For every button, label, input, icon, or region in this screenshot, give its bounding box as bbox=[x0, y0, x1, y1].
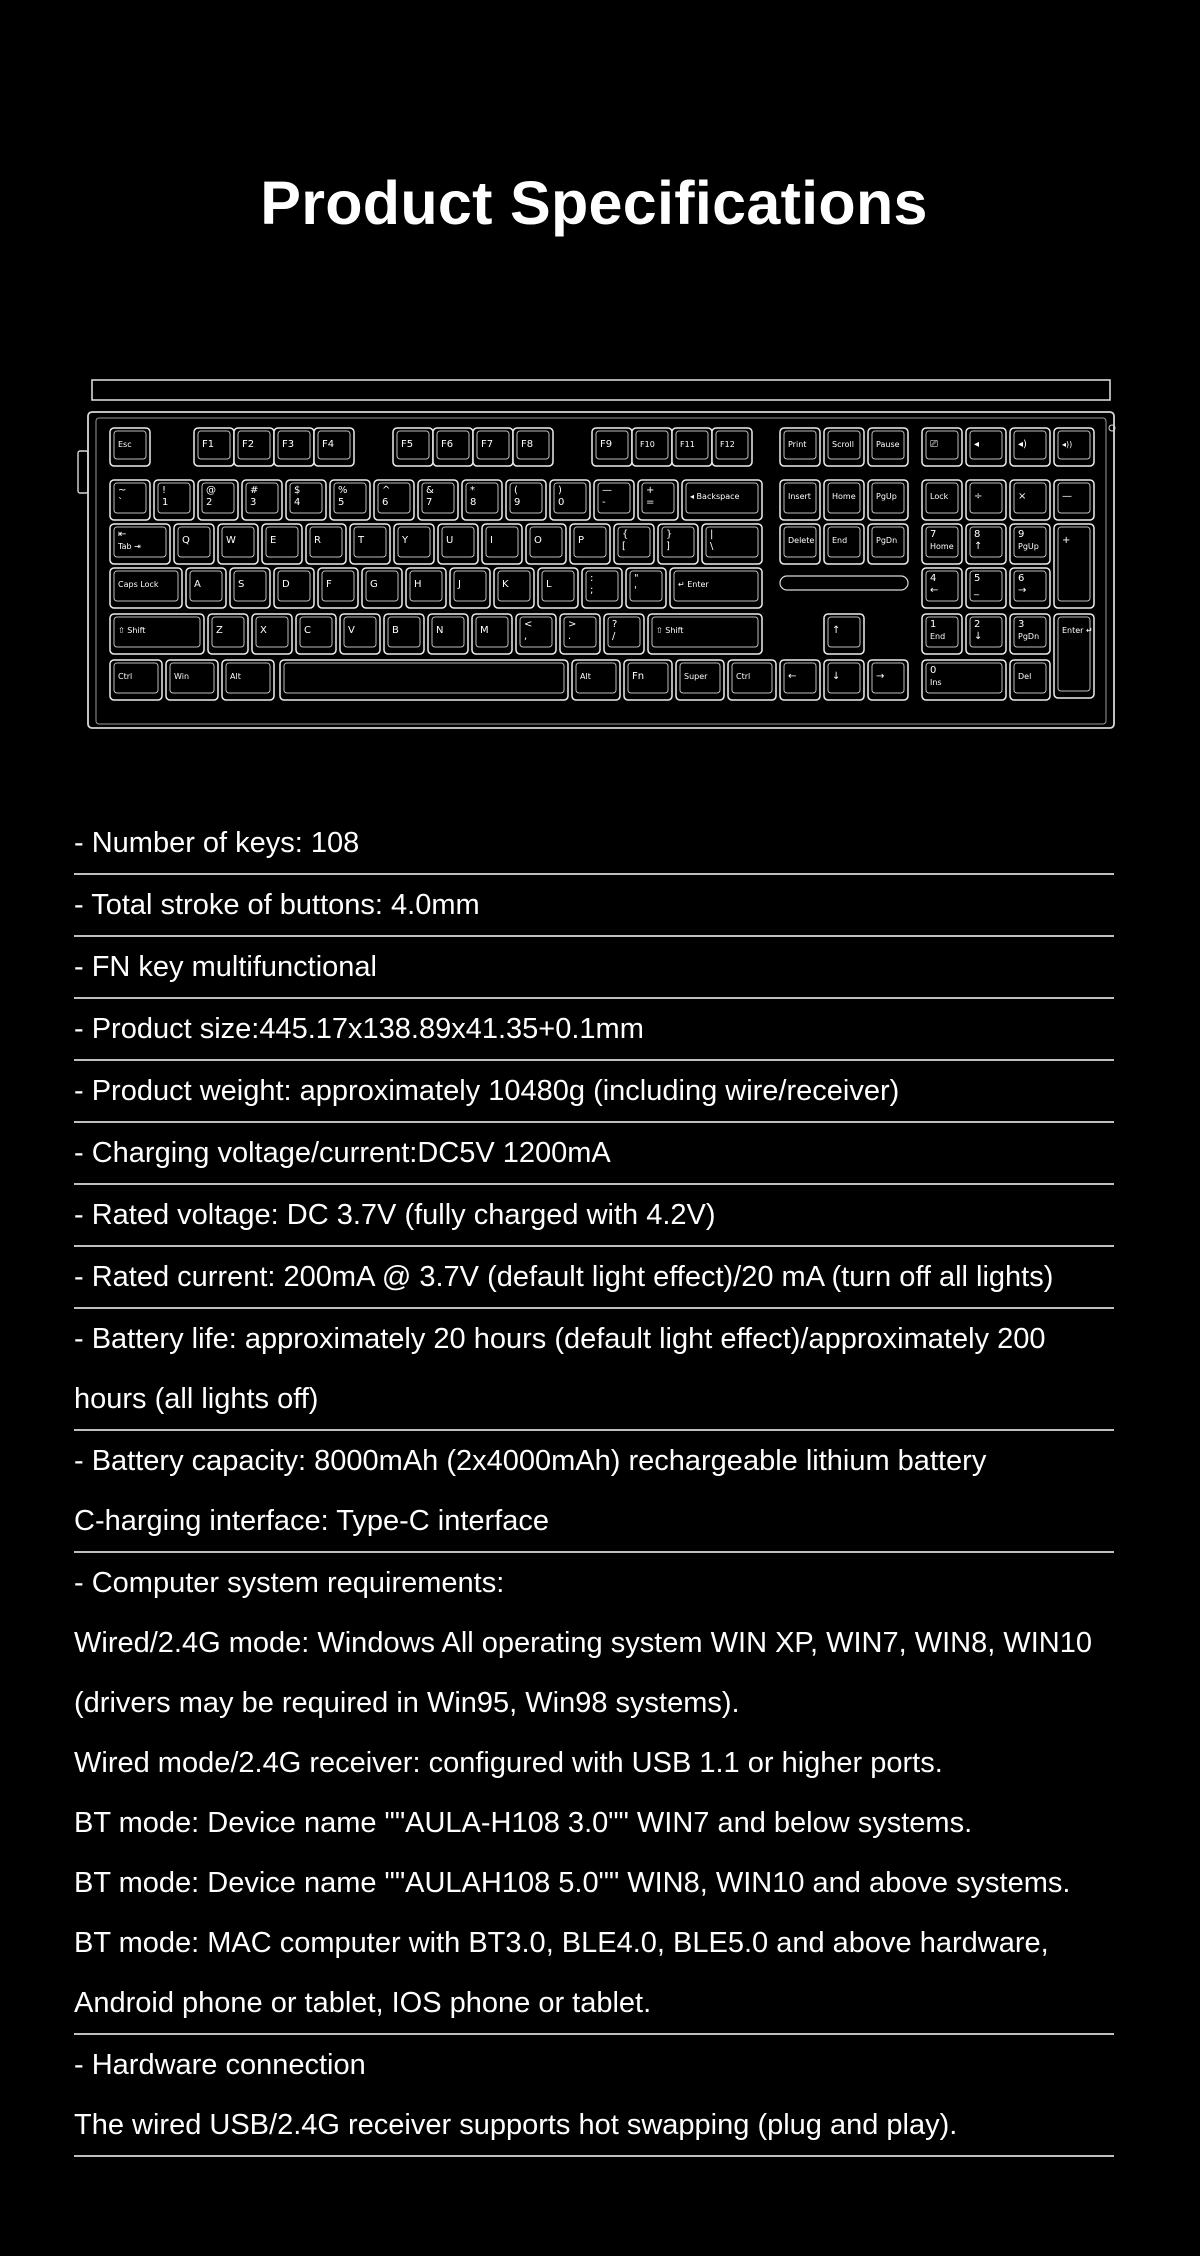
side-switch bbox=[78, 451, 88, 493]
spec-item bbox=[74, 999, 1114, 1061]
key-label: — bbox=[1062, 491, 1072, 502]
keyboard-key bbox=[318, 568, 358, 608]
keyboard-key bbox=[1010, 428, 1050, 466]
spec-line: BT mode: Device name ""AULA-H108 3.0"" WIN7 and below systems. bbox=[74, 1807, 973, 1839]
spec-item bbox=[74, 1309, 1114, 1431]
keyboard-key bbox=[648, 614, 762, 654]
keyboard-key bbox=[868, 428, 908, 466]
keyboard-key bbox=[966, 568, 1006, 608]
key-label: ◂)) bbox=[1062, 440, 1073, 449]
key-label: Delete bbox=[788, 536, 815, 545]
spec-line: - Product weight: approximately 10480g (including wire/receiver) bbox=[74, 1075, 900, 1107]
key-label: Alt bbox=[580, 672, 591, 681]
key-label: X bbox=[260, 625, 267, 636]
keyboard-key bbox=[624, 660, 672, 700]
keyboard-key bbox=[330, 480, 370, 520]
keyboard-key bbox=[626, 568, 666, 608]
key-label: 2 bbox=[974, 619, 981, 630]
keyboard-key bbox=[824, 614, 864, 654]
keyboard-key bbox=[922, 614, 962, 654]
key-label: Win bbox=[174, 672, 190, 681]
key-label: Super bbox=[684, 672, 708, 681]
spec-line: - Number of keys: 108 bbox=[74, 827, 360, 859]
keyboard-key bbox=[1054, 480, 1094, 520]
keyboard-key bbox=[670, 568, 762, 608]
keyboard-key bbox=[394, 524, 434, 564]
key-label: ◂ Backspace bbox=[690, 492, 740, 501]
key-label: + bbox=[1062, 535, 1071, 546]
keyboard-key bbox=[594, 480, 634, 520]
key-label: F6 bbox=[441, 439, 454, 450]
keyboard-icon bbox=[74, 378, 1126, 732]
key-label: W bbox=[226, 535, 236, 546]
keyboard-key bbox=[658, 524, 698, 564]
page-title: Product Specifications bbox=[260, 168, 928, 237]
keyboard-key bbox=[242, 480, 282, 520]
key-label: ' bbox=[634, 585, 637, 596]
key-label: M bbox=[480, 625, 489, 636]
key-label: Home bbox=[930, 542, 954, 551]
key-label: Lock bbox=[930, 492, 949, 501]
key-label: 1 bbox=[930, 619, 937, 630]
spec-item bbox=[74, 1185, 1114, 1247]
key-label: & bbox=[426, 485, 434, 496]
spec-item bbox=[74, 2035, 1114, 2157]
spec-line: (drivers may be required in Win95, Win98 systems). bbox=[74, 1687, 740, 1719]
key-label: L bbox=[546, 579, 552, 590]
keyboard-key bbox=[428, 614, 468, 654]
key-label: Print bbox=[788, 440, 807, 449]
keyboard-key bbox=[218, 524, 258, 564]
key-label: ; bbox=[590, 585, 594, 596]
keyboard-key bbox=[604, 614, 644, 654]
key-label: 4 bbox=[930, 573, 937, 584]
key-label: , bbox=[524, 631, 528, 642]
keyboard-key bbox=[314, 428, 354, 466]
key-label: → bbox=[1018, 585, 1027, 596]
keyboard-key bbox=[1010, 524, 1050, 564]
spec-item bbox=[74, 813, 1114, 875]
key-label: H bbox=[414, 579, 422, 590]
keyboard-key bbox=[252, 614, 292, 654]
key-label: = bbox=[646, 497, 655, 508]
key-label: ~ bbox=[118, 485, 127, 496]
logo-plate bbox=[780, 576, 908, 590]
key-label: O bbox=[534, 535, 542, 546]
spec-item bbox=[74, 937, 1114, 999]
spec-line: - Battery capacity: 8000mAh (2x4000mAh) rechargeable lithium battery bbox=[74, 1445, 987, 1477]
keyboard-key bbox=[110, 428, 150, 466]
key-label: Ctrl bbox=[736, 672, 751, 681]
spec-line: Wired mode/2.4G receiver: configured with USB 1.1 or higher ports. bbox=[74, 1747, 943, 1779]
key-label: % bbox=[338, 485, 348, 496]
key-label: Insert bbox=[788, 492, 811, 501]
keyboard-key bbox=[1054, 524, 1094, 608]
key-label: : bbox=[590, 573, 594, 584]
keyboard-key bbox=[922, 660, 1006, 700]
key-label: Ctrl bbox=[118, 672, 133, 681]
key-label: Del bbox=[1018, 672, 1032, 681]
spec-item bbox=[74, 1061, 1114, 1123]
key-label: ◂ bbox=[974, 439, 980, 450]
key-label: ` bbox=[118, 497, 123, 508]
keyboard-key bbox=[824, 660, 864, 700]
spec-item bbox=[74, 1247, 1114, 1309]
keyboard-key bbox=[186, 568, 226, 608]
key-label: Q bbox=[182, 535, 190, 546]
keyboard-key bbox=[296, 614, 336, 654]
key-label: ↑ bbox=[974, 541, 983, 552]
keyboard-key bbox=[306, 524, 346, 564]
key-label: Fn bbox=[632, 671, 645, 682]
keyboard-key bbox=[638, 480, 678, 520]
key-label: Z bbox=[216, 625, 223, 636]
key-label: G bbox=[370, 579, 378, 590]
keyboard-key bbox=[582, 568, 622, 608]
keyboard-key bbox=[274, 428, 314, 466]
key-label: _ bbox=[974, 585, 979, 596]
key-label: E bbox=[270, 535, 277, 546]
key-label: Enter ↵ bbox=[1062, 626, 1093, 635]
key-label: × bbox=[1018, 491, 1027, 502]
keyboard-key bbox=[450, 568, 490, 608]
keyboard-key bbox=[824, 480, 864, 520]
keyboard-key bbox=[472, 614, 512, 654]
keyboard-key bbox=[506, 480, 546, 520]
keyboard-key bbox=[614, 524, 654, 564]
key-label: End bbox=[832, 536, 848, 545]
key-label: Y bbox=[402, 535, 409, 546]
key-label: End bbox=[930, 632, 946, 641]
keyboard-key bbox=[560, 614, 600, 654]
key-label: ← bbox=[788, 671, 797, 682]
key-label: 6 bbox=[1018, 573, 1025, 584]
keyboard-key bbox=[418, 480, 458, 520]
keyboard-key bbox=[274, 568, 314, 608]
keyboard-key bbox=[166, 660, 218, 700]
key-label: 0 bbox=[930, 665, 937, 676]
key-label: F2 bbox=[242, 439, 255, 450]
keyboard-key bbox=[1010, 480, 1050, 520]
key-label: F bbox=[326, 579, 332, 590]
key-label: ^ bbox=[382, 485, 391, 496]
key-label: ◂) bbox=[1018, 439, 1027, 450]
key-label: / bbox=[612, 631, 616, 642]
key-label: ! bbox=[162, 485, 167, 496]
keyboard-key bbox=[868, 660, 908, 700]
keyboard-key bbox=[110, 614, 204, 654]
keyboard-key bbox=[1010, 568, 1050, 608]
key-label: 1 bbox=[162, 497, 169, 508]
key-label: 3 bbox=[250, 497, 257, 508]
key-label: A bbox=[194, 579, 201, 590]
keyboard-key bbox=[922, 480, 962, 520]
keyboard-key bbox=[154, 480, 194, 520]
key-label: J bbox=[458, 579, 461, 590]
key-label: 7 bbox=[930, 529, 937, 540]
key-label: Home bbox=[832, 492, 856, 501]
keyboard-key bbox=[824, 524, 864, 564]
key-label: ↑ bbox=[832, 625, 841, 636]
spec-line: BT mode: MAC computer with BT3.0, BLE4.0, BLE5.0 and above hardware, bbox=[74, 1927, 1049, 1959]
key-label: # bbox=[250, 485, 259, 496]
key-label: K bbox=[502, 579, 509, 590]
keyboard-key bbox=[526, 524, 566, 564]
key-label: 5 bbox=[338, 497, 345, 508]
spec-line: C-harging interface: Type-C interface bbox=[74, 1505, 549, 1537]
keyboard-key bbox=[676, 660, 724, 700]
key-label: 5 bbox=[974, 573, 981, 584]
keyboard-key bbox=[780, 660, 820, 700]
key-label: ⇤ bbox=[118, 529, 127, 540]
key-label: PgDn bbox=[1018, 632, 1040, 641]
key-label: C bbox=[304, 625, 311, 636]
key-label: 4 bbox=[294, 497, 301, 508]
key-label: [ bbox=[622, 541, 626, 552]
key-label: < bbox=[524, 619, 533, 630]
key-label: I bbox=[490, 535, 493, 546]
keyboard-key bbox=[110, 660, 162, 700]
keyboard-key bbox=[473, 428, 513, 466]
keyboard-key bbox=[868, 480, 908, 520]
key-label: 9 bbox=[1018, 529, 1025, 540]
key-label: 0 bbox=[558, 497, 565, 508]
spec-line: - Battery life: approximately 20 hours (default light effect)/approximately 200 bbox=[74, 1323, 1046, 1355]
keyboard-key bbox=[922, 524, 962, 564]
keyboard-key bbox=[110, 524, 170, 564]
key-label: U bbox=[446, 535, 454, 546]
key-label: PgUp bbox=[876, 492, 897, 501]
key-label: ÷ bbox=[974, 491, 983, 502]
key-label: F3 bbox=[282, 439, 295, 450]
keyboard-key bbox=[682, 480, 762, 520]
keyboard-key bbox=[632, 428, 672, 466]
keyboard-key bbox=[1054, 614, 1094, 698]
key-label: ( bbox=[514, 485, 518, 496]
spec-line: hours (all lights off) bbox=[74, 1383, 319, 1415]
key-label: Pause bbox=[876, 440, 900, 449]
spec-item bbox=[74, 1431, 1114, 1553]
keyboard-key bbox=[1054, 428, 1094, 466]
key-label: { bbox=[622, 529, 629, 540]
key-label: — bbox=[602, 485, 612, 496]
key-label: PgDn bbox=[876, 536, 898, 545]
key-label: F1 bbox=[202, 439, 215, 450]
spec-item bbox=[74, 875, 1114, 937]
key-label: ⎚ bbox=[930, 439, 938, 450]
spec-line: - Product size:445.17x138.89x41.35+0.1mm bbox=[74, 1013, 644, 1045]
keyboard-key bbox=[110, 568, 182, 608]
key-label: 2 bbox=[206, 497, 213, 508]
keyboard-key bbox=[824, 428, 864, 466]
spec-line: The wired USB/2.4G receiver supports hot swapping (plug and play). bbox=[74, 2109, 958, 2141]
key-label: F10 bbox=[640, 440, 655, 449]
keyboard-key bbox=[262, 524, 302, 564]
spec-list bbox=[74, 813, 1114, 2157]
keyboard-key bbox=[922, 428, 962, 466]
key-label: } bbox=[666, 529, 673, 540]
keyboard-key bbox=[340, 614, 380, 654]
keyboard-key bbox=[194, 428, 234, 466]
keyboard-key bbox=[1010, 614, 1050, 654]
key-label: ↓ bbox=[974, 631, 983, 642]
keyboard-key bbox=[966, 524, 1006, 564]
keyboard-key bbox=[198, 480, 238, 520]
key-label: 6 bbox=[382, 497, 389, 508]
key-label: F7 bbox=[481, 439, 494, 450]
keyboard-key bbox=[702, 524, 762, 564]
spec-line: - Hardware connection bbox=[74, 2049, 366, 2081]
spec-item bbox=[74, 1553, 1114, 2035]
key-label: Scroll bbox=[832, 440, 854, 449]
keyboard-key bbox=[922, 568, 962, 608]
keyboard-key bbox=[516, 614, 556, 654]
key-label: ⇧ Shift bbox=[656, 626, 684, 635]
key-label: 8 bbox=[470, 497, 477, 508]
key-label: ↵ Enter bbox=[678, 580, 709, 589]
keyboard-key bbox=[538, 568, 578, 608]
keyboard-key bbox=[374, 480, 414, 520]
key-label: ] bbox=[666, 541, 670, 552]
spec-line: - Rated voltage: DC 3.7V (fully charged with 4.2V) bbox=[74, 1199, 716, 1231]
key-label: * bbox=[470, 485, 475, 496]
key-label: D bbox=[282, 579, 290, 590]
key-label: $ bbox=[294, 485, 301, 496]
keyboard-key bbox=[234, 428, 274, 466]
key-label: Ins bbox=[930, 678, 942, 687]
keyboard-key bbox=[672, 428, 712, 466]
key-label: 7 bbox=[426, 497, 433, 508]
key-label: → bbox=[876, 671, 885, 682]
spec-line: - Charging voltage/current:DC5V 1200mA bbox=[74, 1137, 611, 1169]
key-label: F5 bbox=[401, 439, 414, 450]
keyboard-key bbox=[550, 480, 590, 520]
keyboard-key bbox=[966, 614, 1006, 654]
key-label: > bbox=[568, 619, 577, 630]
key-label: ↓ bbox=[832, 671, 841, 682]
key-label: PgUp bbox=[1018, 542, 1039, 551]
keyboard-key bbox=[868, 524, 908, 564]
key-label: Caps Lock bbox=[118, 580, 159, 589]
keyboard-key bbox=[230, 568, 270, 608]
keyboard-key bbox=[393, 428, 433, 466]
keyboard-key bbox=[494, 568, 534, 608]
key-label: | bbox=[710, 529, 714, 540]
key-label: V bbox=[348, 625, 355, 636]
spec-line: Android phone or tablet, IOS phone or tablet. bbox=[74, 1987, 652, 2019]
key-label: F8 bbox=[521, 439, 534, 450]
keyboard-illustration bbox=[74, 378, 1126, 732]
spec-line: Wired/2.4G mode: Windows All operating system WIN XP, WIN7, WIN8, WIN10 bbox=[74, 1627, 1092, 1659]
key-label: \ bbox=[710, 541, 714, 552]
keyboard-key bbox=[362, 568, 402, 608]
key-label: 8 bbox=[974, 529, 981, 540]
key-label: S bbox=[238, 579, 245, 590]
keyboard-key bbox=[1010, 660, 1050, 700]
keyboard-key bbox=[966, 428, 1006, 466]
keyboard-key bbox=[780, 428, 820, 466]
spec-item bbox=[74, 1123, 1114, 1185]
keyboard-key bbox=[728, 660, 776, 700]
key-label: + bbox=[646, 485, 655, 496]
key-label: ← bbox=[930, 585, 939, 596]
keyboard-key bbox=[712, 428, 752, 466]
keyboard-key bbox=[384, 614, 424, 654]
key-label: R bbox=[314, 535, 321, 546]
key-label: F12 bbox=[720, 440, 735, 449]
keyboard-key bbox=[462, 480, 502, 520]
key-label: F11 bbox=[680, 440, 695, 449]
key-label: T bbox=[358, 535, 365, 546]
key-label: Alt bbox=[230, 672, 241, 681]
key-label: F4 bbox=[322, 439, 335, 450]
key-label: ) bbox=[558, 485, 562, 496]
keyboard-key bbox=[780, 524, 820, 564]
spec-line: BT mode: Device name ""AULAH108 5.0"" WIN8, WIN10 and above systems. bbox=[74, 1867, 1071, 1899]
keyboard-key bbox=[572, 660, 620, 700]
key-label: ⇧ Shift bbox=[118, 626, 146, 635]
key-label: 9 bbox=[514, 497, 521, 508]
spec-line: - FN key multifunctional bbox=[74, 951, 377, 983]
keyboard-case-top bbox=[92, 380, 1110, 400]
spec-line: - Computer system requirements: bbox=[74, 1567, 505, 1599]
key-label: ? bbox=[612, 619, 618, 630]
key-label: - bbox=[602, 497, 606, 508]
keyboard-key bbox=[966, 480, 1006, 520]
keyboard-key bbox=[110, 480, 150, 520]
keyboard-key bbox=[406, 568, 446, 608]
keyboard-key bbox=[780, 480, 820, 520]
keyboard-key bbox=[208, 614, 248, 654]
key-label: B bbox=[392, 625, 399, 636]
keyboard-key bbox=[286, 480, 326, 520]
keyboard-key bbox=[174, 524, 214, 564]
keyboard-key bbox=[592, 428, 632, 466]
key-label: F9 bbox=[600, 439, 613, 450]
keyboard-key bbox=[570, 524, 610, 564]
keyboard-key bbox=[513, 428, 553, 466]
key-label: . bbox=[568, 631, 572, 642]
key-label: Tab ⇥ bbox=[118, 542, 141, 551]
keyboard-key bbox=[280, 660, 568, 700]
key-label: Esc bbox=[118, 440, 132, 449]
key-label: N bbox=[436, 625, 444, 636]
spec-line: - Total stroke of buttons: 4.0mm bbox=[74, 889, 480, 921]
key-label: P bbox=[578, 535, 585, 546]
keyboard-key bbox=[482, 524, 522, 564]
key-label: @ bbox=[206, 485, 216, 496]
keyboard-key bbox=[222, 660, 274, 700]
keyboard-key bbox=[350, 524, 390, 564]
keyboard-key bbox=[433, 428, 473, 466]
key-label: " bbox=[634, 573, 639, 584]
spec-line: - Rated current: 200mA @ 3.7V (default light effect)/20 mA (turn off all lights) bbox=[74, 1261, 1054, 1293]
key-label: 3 bbox=[1018, 619, 1025, 630]
keyboard-key bbox=[438, 524, 478, 564]
